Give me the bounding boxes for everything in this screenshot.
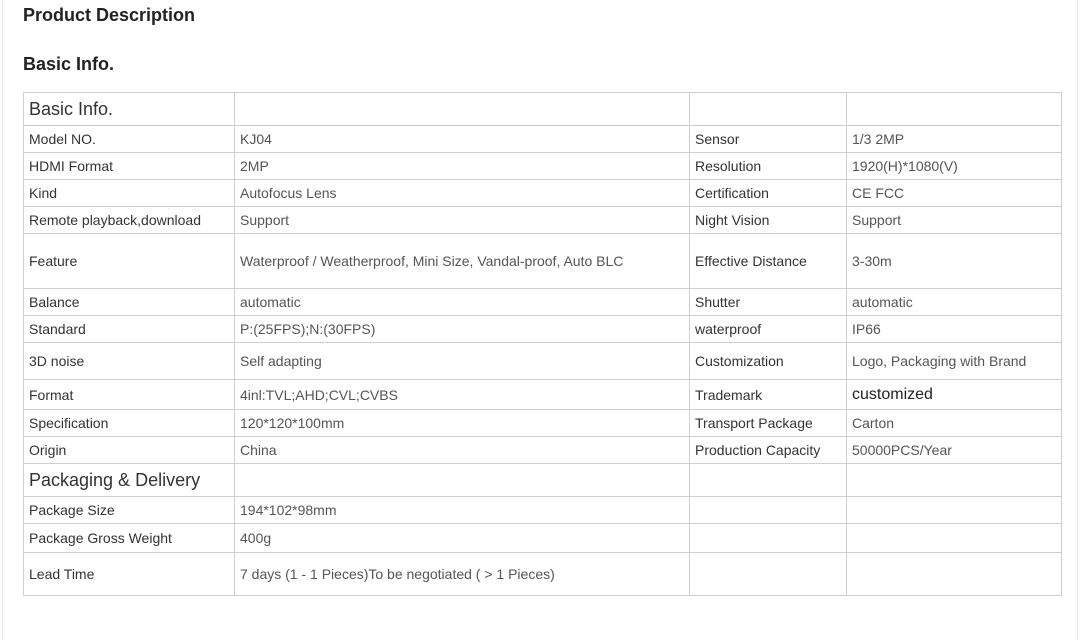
empty-cell bbox=[235, 93, 690, 126]
spec-key: Package Size bbox=[24, 497, 235, 524]
spec-key: Lead Time bbox=[24, 553, 235, 596]
empty-cell bbox=[847, 497, 1062, 524]
spec-value: P:(25FPS);N:(30FPS) bbox=[235, 316, 690, 343]
spec-key: HDMI Format bbox=[24, 153, 235, 180]
spec-key: Shutter bbox=[690, 289, 847, 316]
spec-value: 7 days (1 - 1 Pieces)To be negotiated ( > 1 Pieces) bbox=[235, 553, 690, 596]
spec-key: Package Gross Weight bbox=[24, 524, 235, 553]
spec-key: Certification bbox=[690, 180, 847, 207]
spec-key: Production Capacity bbox=[690, 437, 847, 464]
spec-value: Autofocus Lens bbox=[235, 180, 690, 207]
spec-key: Customization bbox=[690, 343, 847, 380]
spec-key: Balance bbox=[24, 289, 235, 316]
table-row bbox=[24, 380, 1062, 410]
table-row bbox=[24, 553, 1062, 596]
group-header-basic-info: Basic Info. bbox=[24, 93, 235, 126]
spec-value: Self adapting bbox=[235, 343, 690, 380]
empty-cell bbox=[690, 464, 847, 497]
spec-value: China bbox=[235, 437, 690, 464]
spec-key: Remote playback,download bbox=[24, 207, 235, 234]
spec-value: Waterproof / Weatherproof, Mini Size, Vandal-proof, Auto BLC bbox=[235, 234, 690, 289]
spec-value: customized bbox=[847, 380, 1062, 410]
spec-key: Trademark bbox=[690, 380, 847, 410]
empty-cell bbox=[690, 497, 847, 524]
spec-key: Transport Package bbox=[690, 410, 847, 437]
spec-key: waterproof bbox=[690, 316, 847, 343]
table-row bbox=[24, 524, 1062, 553]
empty-cell bbox=[847, 524, 1062, 553]
table-row bbox=[24, 437, 1062, 464]
spec-value: Carton bbox=[847, 410, 1062, 437]
table-row bbox=[24, 234, 1062, 289]
table-row bbox=[24, 497, 1062, 524]
spec-value: IP66 bbox=[847, 316, 1062, 343]
spec-key: Origin bbox=[24, 437, 235, 464]
spec-key: 3D noise bbox=[24, 343, 235, 380]
section-title: Basic Info. bbox=[23, 54, 115, 74]
group-header-row bbox=[24, 464, 1062, 497]
spec-value: 2MP bbox=[235, 153, 690, 180]
spec-value: KJ04 bbox=[235, 126, 690, 153]
spec-key: Format bbox=[24, 380, 235, 410]
spec-key: Model NO. bbox=[24, 126, 235, 153]
spec-value: automatic bbox=[235, 289, 690, 316]
spec-key: Specification bbox=[24, 410, 235, 437]
spec-value: 50000PCS/Year bbox=[847, 437, 1062, 464]
table-row bbox=[24, 410, 1062, 437]
spec-table bbox=[23, 92, 1062, 596]
spec-key: Resolution bbox=[690, 153, 847, 180]
spec-value: 400g bbox=[235, 524, 690, 553]
spec-key: Standard bbox=[24, 316, 235, 343]
spec-key: Feature bbox=[24, 234, 235, 289]
spec-value: CE FCC bbox=[847, 180, 1062, 207]
table-row bbox=[24, 180, 1062, 207]
spec-key: Kind bbox=[24, 180, 235, 207]
spec-value: 120*120*100mm bbox=[235, 410, 690, 437]
table-row bbox=[24, 126, 1062, 153]
spec-value: Logo, Packaging with Brand bbox=[847, 343, 1062, 380]
spec-value: Support bbox=[847, 207, 1062, 234]
group-header-row bbox=[24, 93, 1062, 126]
spec-value: 194*102*98mm bbox=[235, 497, 690, 524]
spec-value: 1/3 2MP bbox=[847, 126, 1062, 153]
empty-cell bbox=[847, 93, 1062, 126]
empty-cell bbox=[690, 553, 847, 596]
table-row bbox=[24, 343, 1062, 380]
empty-cell bbox=[690, 93, 847, 126]
table-row bbox=[24, 207, 1062, 234]
empty-cell bbox=[847, 464, 1062, 497]
spec-value: automatic bbox=[847, 289, 1062, 316]
empty-cell bbox=[690, 524, 847, 553]
page-title: Product Description bbox=[23, 5, 196, 25]
spec-key: Sensor bbox=[690, 126, 847, 153]
empty-cell bbox=[235, 464, 690, 497]
empty-cell bbox=[847, 553, 1062, 596]
spec-key: Night Vision bbox=[690, 207, 847, 234]
table-row bbox=[24, 153, 1062, 180]
spec-value: 4inl:TVL;AHD;CVL;CVBS bbox=[235, 380, 690, 410]
spec-key: Effective Distance bbox=[690, 234, 847, 289]
spec-value: 3-30m bbox=[847, 234, 1062, 289]
table-row bbox=[24, 316, 1062, 343]
group-header-packaging: Packaging & Delivery bbox=[24, 464, 235, 497]
table-row bbox=[24, 289, 1062, 316]
spec-value: Support bbox=[235, 207, 690, 234]
spec-value: 1920(H)*1080(V) bbox=[847, 153, 1062, 180]
